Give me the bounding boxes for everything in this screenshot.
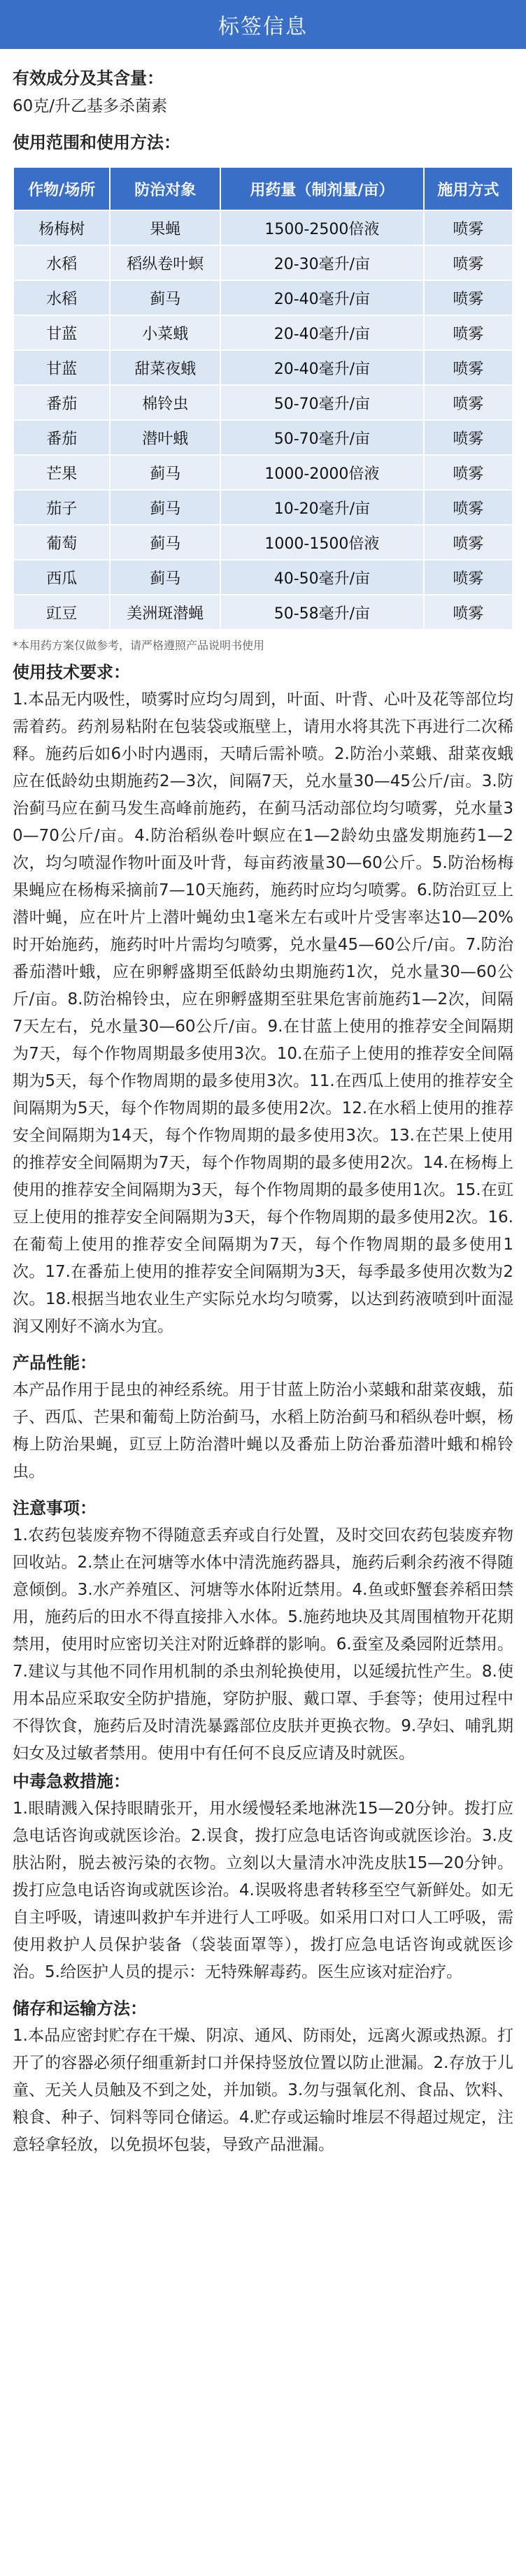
cell-dosage: 1000-1500倍液	[220, 525, 424, 560]
cell-crop: 芒果	[13, 455, 110, 490]
table-row	[13, 210, 513, 245]
table-row	[13, 490, 513, 525]
tech-heading: 使用技术要求：	[13, 663, 130, 682]
cell-crop: 甘蓝	[13, 350, 110, 385]
storage-heading: 储存和运输方法：	[13, 1999, 147, 2018]
column-header-method: 施用方式	[424, 167, 513, 210]
table-row	[13, 455, 513, 490]
cell-dosage: 20-40毫升/亩	[220, 315, 424, 350]
cell-target: 潜叶蛾	[110, 420, 220, 455]
cell-crop: 茄子	[13, 490, 110, 525]
cell-dosage: 50-70毫升/亩	[220, 420, 424, 455]
firstaid-text: 1.眼睛溅入保持眼睛张开，用水缓慢轻柔地淋洗15—20分钟。拨打应急电话咨询或就医诊治。2.误食，拨打应急电话咨询或就医诊治。3.皮肤沾附，脱去被污染的衣物。立刻以大量清水冲洗皮肤15—20分钟。拨打应急电话咨询或就医诊治。4.误吸将患者转移至空气新鲜处。如无自主呼吸，请速叫救护车并进行人工呼吸。如采用口对口人工呼吸，需使用救护人员保护装备（袋装面罩等），拨打应急电话咨询或就医诊治。5.给医护人员的提示：无特殊解毒药。医生应该对症治疗。	[13, 1800, 513, 1981]
table-row	[13, 350, 513, 385]
column-header-crop: 作物/场所	[13, 167, 110, 210]
table-row	[13, 560, 513, 595]
table-row	[13, 315, 513, 350]
table-row	[13, 385, 513, 420]
cell-target: 小菜蛾	[110, 315, 220, 350]
cell-method: 喷雾	[424, 245, 513, 280]
performance-text: 本产品作用于昆虫的神经系统。用于甘蓝上防治小菜蛾和甜菜夜蛾，茄子、西瓜、芒果和葡萄上防治蓟马，水稻上防治蓟马和稻纵卷叶螟，杨梅上防治果蝇，豇豆上防治潜叶蝇以及番茄上防治番茄潜叶蛾和棉铃虫。	[13, 1381, 513, 1481]
ingredient-heading: 有效成分及其含量：	[13, 68, 164, 88]
cell-method: 喷雾	[424, 350, 513, 385]
cell-target: 甜菜夜蛾	[110, 350, 220, 385]
label-content	[0, 49, 526, 2159]
cell-dosage: 1000-2000倍液	[220, 455, 424, 490]
usage-table	[13, 166, 513, 630]
usage-heading: 使用范围和使用方法：	[13, 133, 180, 152]
cell-crop: 西瓜	[13, 560, 110, 595]
cell-target: 美洲斑潜蝇	[110, 595, 220, 630]
label-info-banner	[0, 0, 526, 49]
table-row	[13, 525, 513, 560]
cell-dosage: 40-50毫升/亩	[220, 560, 424, 595]
table-row	[13, 595, 513, 630]
tech-text: 1.本品无内吸性，喷雾时应均匀周到，叶面、叶背、心叶及花等部位均需着药。药剂易粘附在包装袋或瓶壁上，请用水将其洗下再进行二次稀释。施药后如6小时内遇雨，天晴后需补喷。2.防治小菜蛾、甜菜夜蛾应在低龄幼虫期施药2—3次，间隔7天，兑水量30—45公斤/亩。3.防治蓟马应在蓟马发生高峰前施药，在蓟马活动部位均匀喷雾，兑水量30—70公斤/亩。4.防治稻纵卷叶螟应在1—2龄幼虫盛发期施药1—2次，均匀喷湿作物叶面及叶背，每亩药液量30—60公斤。5.防治杨梅果蝇应在杨梅采摘前7—10天施药，施药时应均匀喷雾。6.防治豇豆上潜叶蝇，应在叶片上潜叶蝇幼虫1毫米左右或叶片受害率达10—20%时开始施药，施药时叶片需均匀喷雾，兑水量45—60公斤/亩。7.防治番茄潜叶蛾，应在卵孵盛期至低龄幼虫期施药1次，兑水量30—60公斤/亩。8.防治棉铃虫，应在卵孵盛期至驻果危害前施药1—2次，间隔7天左右，兑水量30—60公斤/亩。9.在甘蓝上使用的推荐安全间隔期为7天，每个作物周期最多使用3次。10.在茄子上使用的推荐安全间隔期为5天，每个作物周期的最多使用3次。11.在西瓜上使用的推荐安全间隔期为5天，每个作物周期的最多使用2次。12.在水稻上使用的推荐安全间隔期为14天，每个作物周期的最多使用3次。13.在芒果上使用的推荐安全间隔期为7天，每个作物周期的最多使用2次。14.在杨梅上使用的推荐安全间隔期为3天，每个作物周期的最多使用1次。15.在豇豆上使用的推荐安全间隔期为3天，每个作物周期的最多使用2次。16.在葡萄上使用的推荐安全间隔期为7天，每个作物周期的最多使用1次。17.在番茄上使用的推荐安全间隔期为3天，每季最多使用次数为2次。18.根据当地农业生产实际兑水均匀喷雾，以达到药液喷到叶面湿润又刚好不滴水为宜。	[13, 690, 513, 1336]
cell-method: 喷雾	[424, 210, 513, 245]
cell-method: 喷雾	[424, 595, 513, 630]
cell-dosage: 20-30毫升/亩	[220, 245, 424, 280]
cell-crop: 葡萄	[13, 525, 110, 560]
cell-target: 棉铃虫	[110, 385, 220, 420]
cell-method: 喷雾	[424, 315, 513, 350]
cell-method: 喷雾	[424, 560, 513, 595]
cell-target: 稻纵卷叶螟	[110, 245, 220, 280]
cell-method: 喷雾	[424, 420, 513, 455]
cell-method: 喷雾	[424, 490, 513, 525]
ingredient-value: 60克/升乙基多杀菌素	[13, 97, 168, 115]
cell-method: 喷雾	[424, 280, 513, 315]
caution-heading: 注意事项：	[13, 1498, 97, 1518]
usage-note: *本用药方案仅做参考，请严格遵照产品说明书使用	[13, 639, 265, 652]
cell-method: 喷雾	[424, 385, 513, 420]
cell-crop: 甘蓝	[13, 315, 110, 350]
column-header-target: 防治对象	[110, 167, 220, 210]
cell-dosage: 50-58毫升/亩	[220, 595, 424, 630]
cell-target: 蓟马	[110, 525, 220, 560]
cell-target: 蓟马	[110, 280, 220, 315]
banner-title: 标签信息	[218, 15, 308, 39]
cell-crop: 水稻	[13, 245, 110, 280]
cell-crop: 番茄	[13, 385, 110, 420]
cell-crop: 豇豆	[13, 595, 110, 630]
cell-crop: 番茄	[13, 420, 110, 455]
caution-text: 1.农药包装废弃物不得随意丢弃或自行处置，及时交回农药包装废弃物回收站。2.禁止在河塘等水体中清洗施药器具，施药后剩余药液不得随意倾倒。3.水产养殖区、河塘等水体附近禁用。4.鱼或虾蟹套养稻田禁用，施药后的田水不得直接排入水体。5.施药地块及其周围植物开花期禁用，使用时应密切关注对附近蜂群的影响。6.蚕室及桑园附近禁用。7.建议与其他不同作用机制的杀虫剂轮换使用，以延缓抗性产生。8.使用本品应采取安全防护措施，穿防护服、戴口罩、手套等；使用过程中不得饮食，施药后及时清洗暴露部位皮肤并更换衣物。9.孕妇、哺乳期妇女及过敏者禁用。使用中有任何不良反应请及时就医。	[13, 1526, 513, 1763]
cell-dosage: 20-40毫升/亩	[220, 350, 424, 385]
column-header-dosage: 用药量（制剂量/亩）	[220, 167, 424, 210]
firstaid-heading: 中毒急救措施：	[13, 1772, 130, 1791]
cell-dosage: 10-20毫升/亩	[220, 490, 424, 525]
table-row	[13, 245, 513, 280]
usage-table-header-row	[13, 167, 513, 210]
table-row	[13, 280, 513, 315]
cell-target: 果蝇	[110, 210, 220, 245]
cell-dosage: 1500-2500倍液	[220, 210, 424, 245]
cell-dosage: 20-40毫升/亩	[220, 280, 424, 315]
cell-dosage: 50-70毫升/亩	[220, 385, 424, 420]
storage-text: 1.本品应密封贮存在干燥、阴凉、通风、防雨处，远离火源或热源。打开了的容器必须仔细重新封口并保持竖放位置以防止泄漏。2.存放于儿童、无关人员触及不到之处，并加锁。3.勿与强氧化剂、食品、饮料、粮食、种子、饲料等同仓储运。4.贮存或运输时堆层不得超过规定，注意轻拿轻放，以免损坏包装，导致产品泄漏。	[13, 2027, 513, 2154]
performance-heading: 产品性能：	[13, 1353, 97, 1373]
table-row	[13, 420, 513, 455]
cell-target: 蓟马	[110, 455, 220, 490]
cell-target: 蓟马	[110, 560, 220, 595]
cell-method: 喷雾	[424, 455, 513, 490]
cell-crop: 水稻	[13, 280, 110, 315]
cell-crop: 杨梅树	[13, 210, 110, 245]
cell-target: 蓟马	[110, 490, 220, 525]
cell-method: 喷雾	[424, 525, 513, 560]
